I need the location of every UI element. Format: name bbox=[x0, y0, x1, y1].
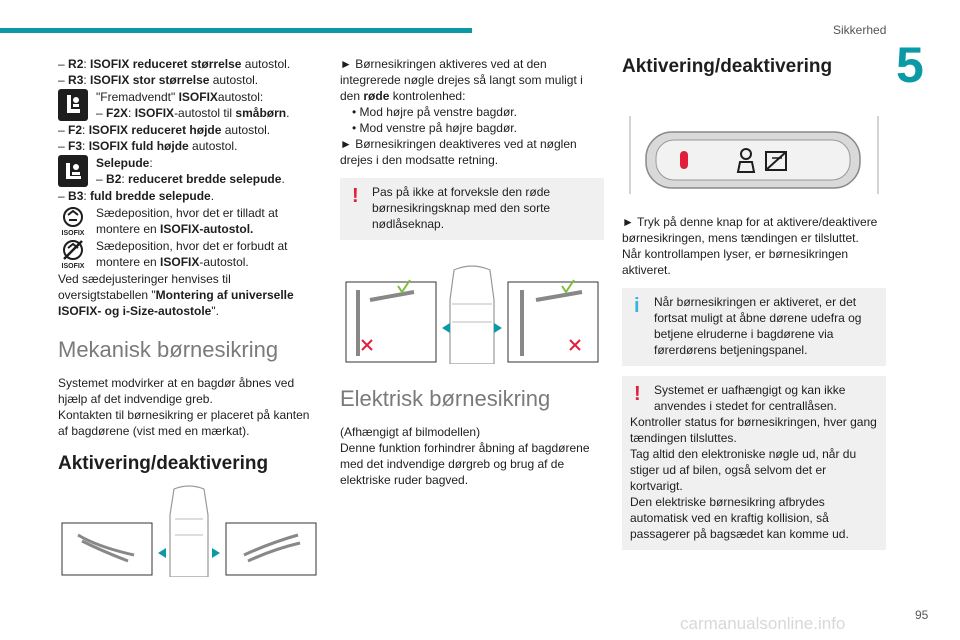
isofix-allowed-row bbox=[58, 205, 320, 237]
r2-item: – R2: ISOFIX reduceret størrelse autostol. bbox=[58, 57, 291, 71]
isofix-forbidden-icon bbox=[58, 238, 88, 270]
mechanical-activation-heading: Aktivering/deaktivering bbox=[58, 453, 269, 474]
isofix-allowed-text: Sædeposition, hvor det er tilladt at montere en ISOFIX-autostol. bbox=[96, 206, 279, 236]
warning-icon: ! bbox=[352, 185, 359, 207]
b2-item: – B2: reduceret bredde selepude. bbox=[96, 172, 285, 186]
warning-note bbox=[340, 178, 604, 240]
r3-item: – R3: ISOFIX stor størrelse autostol. bbox=[58, 73, 259, 87]
warning-icon: ! bbox=[634, 383, 641, 405]
press-button-step: ► Tryk på denne knap for at aktivere/deaktivere børnesikringen, mens tændingen er tilsluttet. bbox=[622, 215, 878, 245]
watermark: carmanualsonline.info bbox=[680, 614, 846, 633]
section-title: Sikkerhed bbox=[833, 23, 887, 37]
column-1 bbox=[58, 56, 320, 581]
mechanical-heading: Mekanisk børnesikring bbox=[58, 337, 279, 362]
info-note bbox=[622, 288, 886, 366]
indicator-text: Når kontrollampen lyser, er børnesikringen aktiveret. bbox=[622, 247, 849, 277]
forward-child-seat-icon bbox=[58, 89, 88, 121]
isofix-allowed-icon bbox=[58, 205, 88, 237]
warning-line-2: Kontroller status for børnesikringen, hver gang tændingen tilsluttes. bbox=[630, 415, 877, 445]
electric-description: Denne funktion forhindrer åbning af bagdørene med det indvendige dørgreb og brug af de elektriske ruder bagved. bbox=[340, 441, 590, 487]
electric-activation-heading: Aktivering/deaktivering bbox=[622, 56, 833, 77]
mechanical-paragraph-1: Systemet modvirker at en bagdør åbnes ved hjælp af det indvendige greb. bbox=[58, 376, 295, 406]
booster-cushion-icon bbox=[58, 155, 88, 187]
reference-text: Ved sædejusteringer henvises til oversigtstabellen "Montering af universelle ISOFIX- og i-Size-autostole". bbox=[58, 272, 294, 318]
mechanical-lock-diagram bbox=[340, 260, 604, 364]
activate-step: ► Børnesikringen aktiveres ved at den integrerede nøgle drejes så langt som muligt i den røde kontrolenhed: bbox=[340, 57, 583, 103]
deactivate-step: ► Børnesikringen deaktiveres ved at nøglen drejes i den modsatte retning. bbox=[340, 137, 577, 167]
forward-facing-row bbox=[58, 89, 320, 121]
header-accent-bar bbox=[0, 28, 472, 33]
warning-note-2 bbox=[622, 376, 886, 550]
f2-item: – F2: ISOFIX reduceret højde autostol. bbox=[58, 123, 271, 137]
info-text: Når børnesikringen er aktiveret, er det fortsat muligt at åbne dørene udefra og betjene elruderne i bagdørene via førerdørens betjeningspanel. bbox=[654, 295, 862, 357]
svg-text:ISOFIX: ISOFIX bbox=[61, 263, 85, 270]
electric-heading: Elektrisk børnesikring bbox=[340, 386, 551, 411]
bullet-right: • Mod højre på venstre bagdør. bbox=[352, 105, 517, 119]
svg-text:ISOFIX: ISOFIX bbox=[61, 230, 85, 237]
booster-title: Selepude: bbox=[96, 156, 153, 170]
forward-facing-text: "Fremadvendt" ISOFIXautostol: bbox=[96, 90, 264, 104]
chapter-number: 5 bbox=[896, 37, 924, 93]
child-lock-button-illustration bbox=[622, 88, 886, 198]
isofix-forbidden-row bbox=[58, 238, 320, 270]
f2x-item: – F2X: ISOFIX-autostol til småbørn. bbox=[96, 106, 290, 120]
info-icon: i bbox=[634, 295, 640, 317]
f3-item: – F3: ISOFIX fuld højde autostol. bbox=[58, 139, 238, 153]
mechanical-paragraph-2: Kontakten til børnesikring er placeret på kanten af bagdørene (vist med en mærkat). bbox=[58, 408, 310, 438]
warning-text: Pas på ikke at forveksle den røde børnesikringsknap med den sorte nødlåseknap. bbox=[372, 185, 551, 231]
column-2 bbox=[340, 56, 604, 488]
electric-availability: (Afhængigt af bilmodellen) bbox=[340, 425, 481, 439]
column-3 bbox=[622, 56, 886, 560]
mechanical-lock-illustration bbox=[58, 485, 320, 577]
bullet-left: • Mod venstre på højre bagdør. bbox=[352, 121, 517, 135]
isofix-forbidden-text: Sædeposition, hvor det er forbudt at montere en ISOFIX-autostol. bbox=[96, 239, 288, 269]
b3-item: – B3: fuld bredde selepude. bbox=[58, 189, 215, 203]
warning-line-4: Den elektriske børnesikring afbrydes automatisk ved en kraftig kollision, så passagerer på bagsædet kan komme ud. bbox=[630, 495, 849, 541]
page-number: 95 bbox=[915, 608, 929, 622]
warning-line-1: Systemet er uafhængigt og kan ikke anvendes i stedet for centrallåsen. bbox=[654, 383, 846, 413]
booster-row bbox=[58, 155, 320, 187]
warning-line-3: Tag altid den elektroniske nøgle ud, når du stiger ud af bilen, også selvom det er kortvarigt. bbox=[630, 447, 857, 493]
